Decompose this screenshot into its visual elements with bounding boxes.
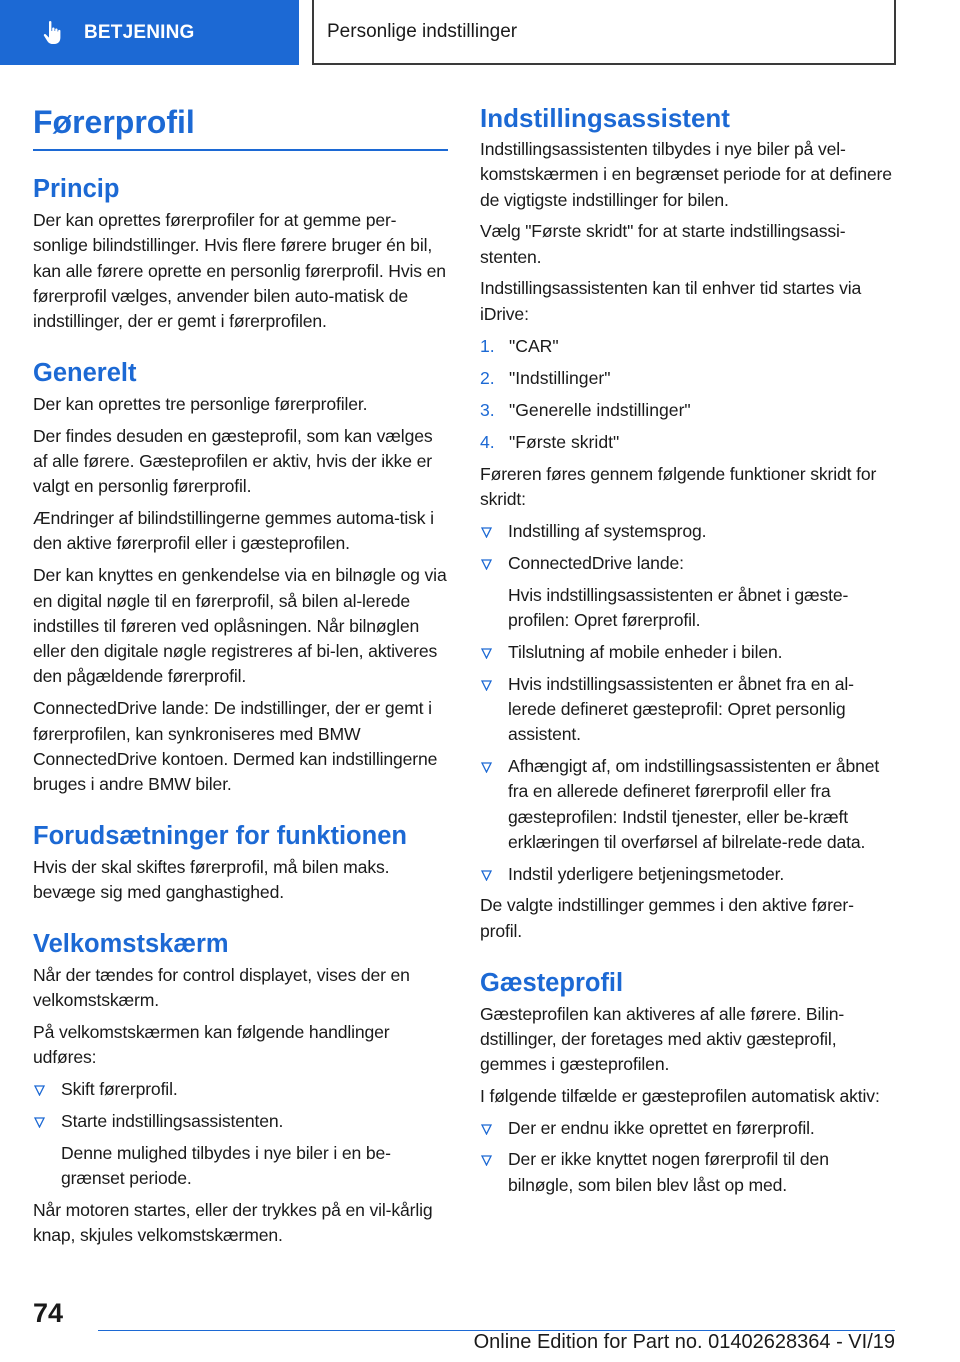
assistent-paragraph: Indstillingsassistenten tilbydes i nye biler på vel-komstskærmen i en begrænset periode for at definere de vigtigste indstillinger for bilen.: [480, 139, 892, 210]
bullet-note: Hvis indstillingsassistenten er åbnet i gæste-profilen: Opret førerprofil.: [508, 584, 849, 630]
generelt-paragraph: Der kan oprettes tre personlige førerprofiler.: [33, 393, 368, 414]
section-label: BETJENING: [84, 21, 195, 43]
step-item: 1. "CAR": [480, 335, 559, 356]
edition-text: Online Edition for Part no. 01402628364 - VI/19: [473, 1331, 895, 1353]
heading-forudsaetninger: Forudsætninger for funktionen: [33, 821, 407, 850]
triangle-bullet-icon: [480, 672, 508, 748]
list-item: Indstilling af systemsprog.: [480, 519, 895, 544]
title-divider: [33, 149, 448, 151]
page-title: Førerprofil: [33, 104, 195, 140]
triangle-bullet-icon: [480, 519, 508, 544]
generelt-paragraph: Der kan knyttes en genkendelse via en bilnøgle og via en digital nøgle til en førerprofil, så bilen al-lerede indstilles til føreren ved oplåsningen. Når bilnøglen eller den digitale nøgle registreres af bi-len, aktiveres den pågældende førerprofil.: [33, 565, 447, 687]
list-item: Hvis indstillingsassistenten er åbnet fra en al-lerede defineret gæsteprofil: Opret personlig assistent.: [480, 672, 895, 748]
velkomst-paragraph: På velkomstskærmen kan følgende handlinger udføres:: [33, 1022, 390, 1068]
triangle-bullet-icon: [480, 1147, 508, 1198]
chapter-header: [312, 0, 896, 65]
list-item: Der er endnu ikke oprettet en førerprofil.: [480, 1116, 895, 1141]
list-item: ConnectedDrive lande:: [480, 551, 895, 576]
assistent-paragraph: Indstillingsassistenten kan til enhver tid startes via iDrive:: [480, 278, 862, 324]
section-tab: [0, 0, 299, 65]
triangle-bullet-icon: [33, 1077, 61, 1102]
triangle-bullet-icon: [480, 862, 508, 887]
princip-paragraph: Der kan oprettes førerprofiler for at gemme per-sonlige bilindstillinger. Hvis flere førere bruger én bil, kan alle førere oprette en personlig førerprofil. Hvis en førerprofil vælges, anvender bilen auto-matisk de indstillinger, der er gemt i førerprofilen.: [33, 210, 446, 332]
triangle-bullet-icon: [480, 1116, 508, 1141]
assistent-paragraph: Vælg "Første skridt" for at starte indstillingsassi-stenten.: [480, 221, 846, 267]
right-column: [480, 102, 895, 1205]
step-item: 4. "Første skridt": [480, 431, 620, 452]
heading-indstillingsassistent: Indstillingsassistent: [480, 103, 730, 133]
generelt-paragraph: Der findes desuden en gæsteprofil, som kan vælges af alle førere. Gæsteprofilen er aktiv, hvis der ikke er valgt en personlig førerprofil.: [33, 425, 433, 497]
assistent-function-list: [480, 519, 895, 576]
gaesteprofil-paragraph: I følgende tilfælde er gæsteprofilen automatisk aktiv:: [480, 1085, 880, 1106]
generelt-paragraph: ConnectedDrive lande: De indstillinger, der er gemt i førerprofilen, kan synkroniseres med BMW ConnectedDrive kontoen. Dermed kan indstillingerne bruges i andre BMW biler.: [33, 698, 438, 795]
chapter-title: Personlige indstillinger: [327, 20, 518, 42]
triangle-bullet-icon: [480, 551, 508, 576]
hand-pointer-icon: [38, 18, 68, 48]
triangle-bullet-icon: [33, 1109, 61, 1134]
left-column: [33, 100, 448, 1255]
heading-velkomstskaerm: Velkomstskærm: [33, 930, 229, 959]
forudsaetninger-paragraph: Hvis der skal skiftes førerprofil, må bilen maks. bevæge sig med ganghastighed.: [33, 856, 390, 903]
heading-princip: Princip: [33, 175, 120, 203]
list-item: Der er ikke knyttet nogen førerprofil til den bilnøgle, som bilen blev låst op med.: [480, 1147, 895, 1198]
heading-gaesteprofil: Gæsteprofil: [480, 968, 624, 997]
list-item: Afhængigt af, om indstillingsassistenten er åbnet fra en allerede defineret førerprofil eller fra gæsteprofilen: Indstil tjenester, eller be-kræft erklæringen til overførsel af bilrelate-rede data.: [480, 754, 895, 855]
gaesteprofil-list: [480, 1116, 895, 1198]
velkomst-list: [33, 1077, 448, 1134]
step-item: 2. "Indstillinger": [480, 367, 611, 388]
list-item: Starte indstillingsassistenten.: [33, 1109, 448, 1134]
step-item: 3. "Generelle indstillinger": [480, 399, 691, 420]
page-number: 74: [33, 1298, 64, 1328]
list-item: Skift førerprofil.: [33, 1077, 448, 1102]
velkomst-paragraph: Når motoren startes, eller der trykkes på en vil-kårlig knap, skjules velkomstskærmen.: [33, 1199, 433, 1246]
generelt-paragraph: Ændringer af bilindstillingerne gemmes automa-tisk i den aktive førerprofil eller i gæsteprofilen.: [33, 508, 434, 554]
triangle-bullet-icon: [480, 754, 508, 855]
triangle-bullet-icon: [480, 640, 508, 665]
velkomst-paragraph: Når der tændes for control displayet, vises der en velkomstskærm.: [33, 965, 410, 1011]
assistent-function-list-cont: [480, 640, 895, 887]
assistent-paragraph: Føreren føres gennem følgende funktioner skridt for skridt:: [480, 463, 877, 510]
bullet-note: Denne mulighed tilbydes i nye biler i en be-grænset periode.: [61, 1142, 391, 1189]
list-item: Tilslutning af mobile enheder i bilen.: [480, 640, 895, 665]
list-item: Indstil yderligere betjeningsmetoder.: [480, 862, 895, 887]
step-list: [480, 334, 895, 456]
assistent-paragraph: De valgte indstillinger gemmes i den aktive fører-profil.: [480, 895, 854, 941]
gaesteprofil-paragraph: Gæsteprofilen kan aktiveres af alle førere. Bilin-dstillinger, der foretages med aktiv gæsteprofil, gemmes i gæsteprofilen.: [480, 1003, 845, 1075]
heading-generelt: Generelt: [33, 358, 137, 387]
